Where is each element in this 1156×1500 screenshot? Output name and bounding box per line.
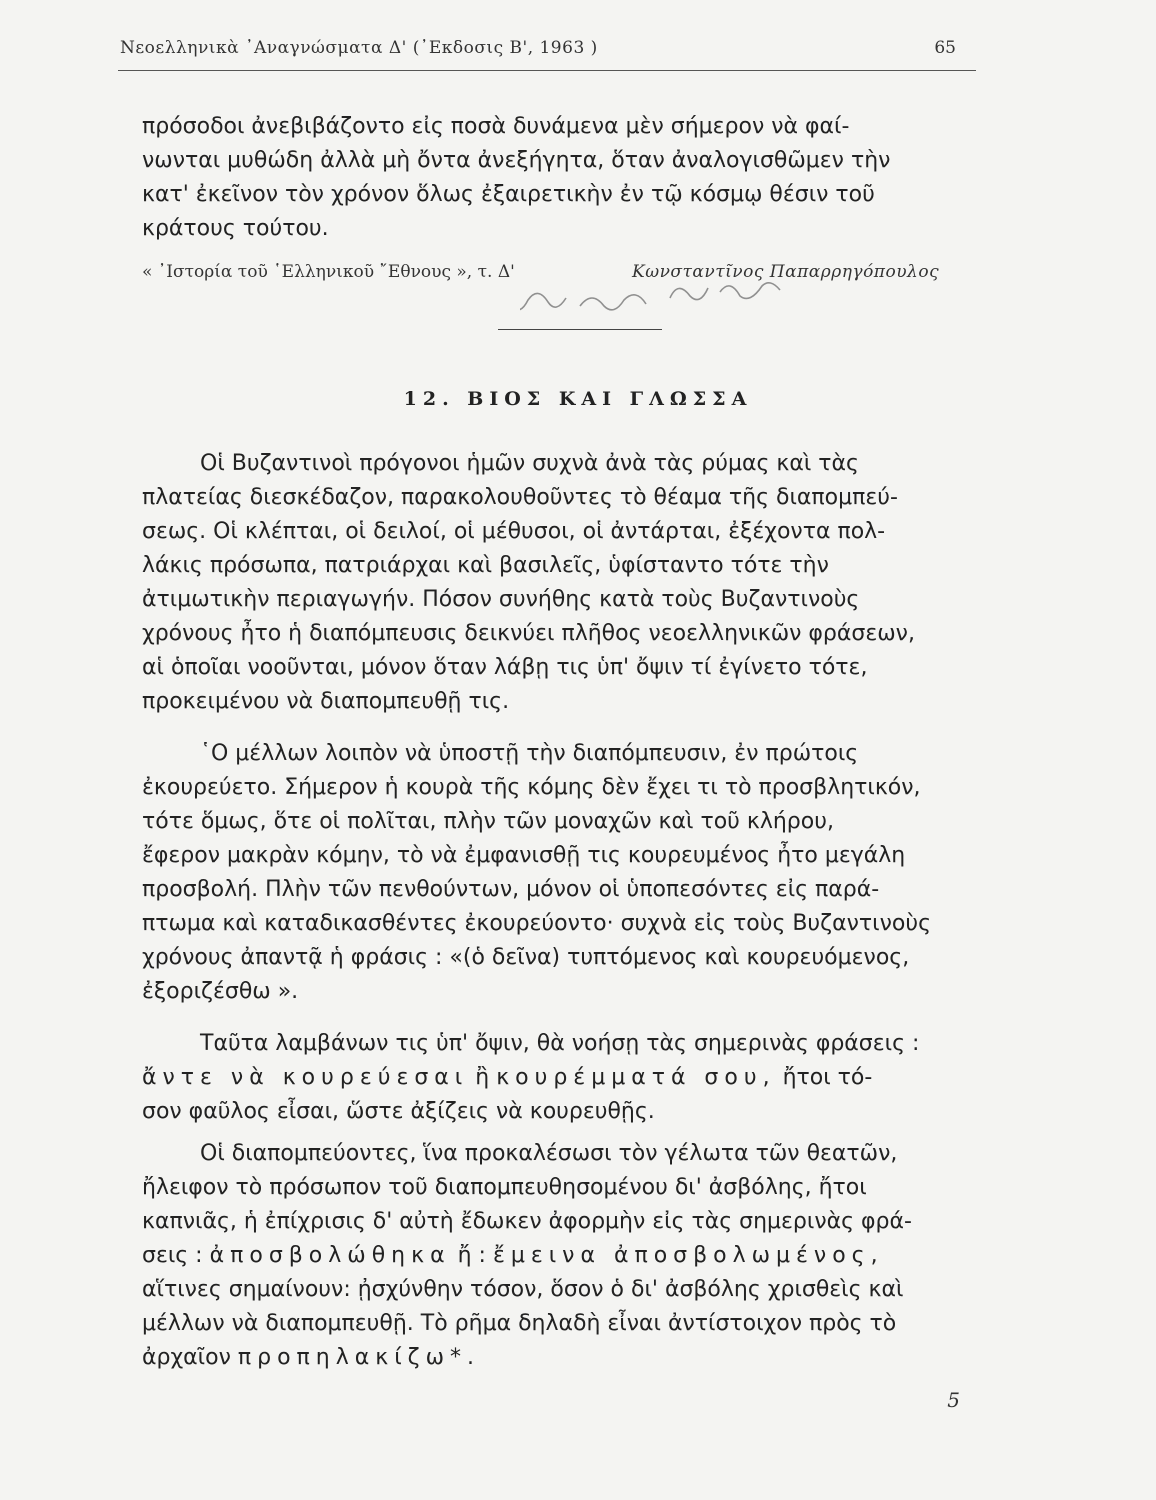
spaced-phrase: ἄντε νὰ κουρεύεσαι <box>142 1065 469 1090</box>
text-line <box>142 1061 992 1095</box>
text-line: λάκις πρόσωπα, πατριάρχαι καὶ βασιλεῖς, ὑφίσταντο τότε τὴν <box>142 553 829 578</box>
header-rule <box>118 70 976 71</box>
spaced-phrase: προπηλακίζω*. <box>237 1345 481 1370</box>
paragraph-4 <box>142 1137 992 1375</box>
paragraph-2 <box>142 737 992 1009</box>
text-line: Ταῦτα λαμβάνων τις ὑπ' ὄψιν, θὰ νοήσῃ τὰς σημερινὰς φράσεις : <box>200 1031 920 1056</box>
section-divider <box>498 329 662 330</box>
text-line: καπνιᾶς, ἡ ἐπίχρισις δ' αὐτὴ ἔδωκεν ἀφορμὴν εἰς τὰς σημερινὰς φρά- <box>142 1209 912 1234</box>
text-line: προσβολή. Πλὴν τῶν πενθούντων, μόνον οἱ ὑποπεσόντες εἰς παρά- <box>142 877 880 902</box>
text-line: Οἱ διαπομπεύοντες, ἵνα προκαλέσωσι τὸν γέλωτα τῶν θεατῶν, <box>200 1141 898 1166</box>
paragraph-1 <box>142 447 992 719</box>
text-fragment: ἤτοι τό- <box>782 1065 873 1090</box>
paragraph-3 <box>142 1027 992 1129</box>
spaced-phrase: ἀποσβολώθηκα <box>209 1243 451 1268</box>
text-line: αἵτινες σημαίνουν: ᾐσχύνθην τόσον, ὅσον ὁ δι' ἀσβόλης χρισθεὶς καὶ <box>142 1277 904 1302</box>
citation-author: Κωνσταντῖνος Παπαρρηγόπουλος <box>632 262 940 282</box>
text-line: προκειμένου νὰ διαπομπευθῇ τις. <box>142 689 510 714</box>
text-line: πτωμα καὶ καταδικασθέντες ἐκουρεύοντο· συχνὰ εἰς τοὺς Βυζαντινοὺς <box>142 911 932 936</box>
text-line: χρόνους ἀπαντᾷ ἡ φράσις : «(ὁ δεῖνα) τυπτόμενος καὶ κουρευόμενος, <box>142 945 910 970</box>
text-line: κράτους τούτου. <box>142 216 329 241</box>
text-line: ἔφερον μακρὰν κόμην, τὸ νὰ ἐμφανισθῇ τις κουρευμένος ἦτο μεγάλη <box>142 843 906 868</box>
text-line <box>142 1239 992 1273</box>
handwritten-annotation <box>520 270 950 330</box>
text-fragment: ἢ <box>475 1065 490 1090</box>
text-line: Οἱ Βυζαντινοὶ πρόγονοι ἡμῶν συχνὰ ἀνὰ τὰς ρύμας καὶ τὰς <box>200 451 859 476</box>
text-line <box>142 1341 992 1375</box>
section-title: 12. ΒΙΟΣ ΚΑΙ ΓΛΩΣΣΑ <box>403 388 753 410</box>
text-line: σον φαῦλος εἶσαι, ὥστε ἀξίζεις νὰ κουρευθῇς. <box>142 1099 655 1124</box>
running-header <box>110 34 976 64</box>
text-line: χρόνους ἦτο ἡ διαπόμπευσις δεικνύει πλῆθος νεοελληνικῶν φράσεων, <box>142 621 915 646</box>
spaced-phrase: κουρέμματά σου, <box>496 1065 776 1090</box>
text-line: πλατείας διεσκέδαζον, παρακολουθοῦντες τὸ θέαμα τῆς διαπομπεύ- <box>142 485 898 510</box>
text-fragment: ἀρχαῖον <box>142 1345 231 1370</box>
text-line: ῾Ο μέλλων λοιπὸν νὰ ὑποστῇ τὴν διαπόμπευσιν, ἐν πρώτοις <box>200 741 859 766</box>
text-fragment: σεις : <box>142 1243 203 1268</box>
text-fragment: ἤ : <box>457 1243 486 1268</box>
text-line: αἱ ὁποῖαι νοοῦνται, μόνον ὅταν λάβῃ τις ὑπ' ὄψιν τί ἐγίνετο τότε, <box>142 655 868 680</box>
text-line: ἤλειφον τὸ πρόσωπον τοῦ διαπομπευθησομένου δι' ἀσβόλης, ἤτοι <box>142 1175 867 1200</box>
spaced-phrase: ἔμεινα ἀποσβολωμένος, <box>492 1243 884 1268</box>
citation-text: « ᾿Ιστορία τοῦ ῾Ελληνικοῦ ῎Εθνους », τ. Δ' <box>142 262 515 282</box>
text-line: σεως. Οἱ κλέπται, οἱ δειλοί, οἱ μέθυσοι, οἱ ἀντάρται, ἐξέχοντα πολ- <box>142 519 886 544</box>
running-header-title: Νεοελληνικὰ ᾿Αναγνώσματα Δ' (᾿Εκδοσις Β', 1963 ) <box>120 38 598 58</box>
text-line: ἐξοριζέσθω ». <box>142 979 299 1004</box>
text-line: ἐκουρεύετο. Σήμερον ἡ κουρὰ τῆς κόμης δὲν ἔχει τι τὸ προσβλητικόν, <box>142 775 921 800</box>
text-line: τότε ὅμως, ὅτε οἱ πολῖται, πλὴν τῶν μοναχῶν καὶ τοῦ κλήρου, <box>142 809 834 834</box>
page-number-footer: 5 <box>947 1388 960 1412</box>
intro-paragraph <box>142 110 992 246</box>
text-line: νωνται μυθώδη ἀλλὰ μὴ ὄντα ἀνεξήγητα, ὅταν ἀναλογισθῶμεν τὴν <box>142 148 891 173</box>
page-number-top: 65 <box>934 38 956 58</box>
text-line: κατ' ἐκεῖνον τὸν χρόνον ὅλως ἐξαιρετικὴν ἐν τῷ κόσμῳ θέσιν τοῦ <box>142 182 875 207</box>
text-line: ἀτιμωτικὴν περιαγωγήν. Πόσον συνήθης κατὰ τοὺς Βυζαντινοὺς <box>142 587 860 612</box>
text-line: μέλλων νὰ διαπομπευθῇ. Τὸ ρῆμα δηλαδὴ εἶναι ἀντίστοιχον πρὸς τὸ <box>142 1311 897 1336</box>
text-line: πρόσοδοι ἀνεβιβάζοντο εἰς ποσὰ δυνάμενα μὲν σήμερον νὰ φαί- <box>142 114 850 139</box>
